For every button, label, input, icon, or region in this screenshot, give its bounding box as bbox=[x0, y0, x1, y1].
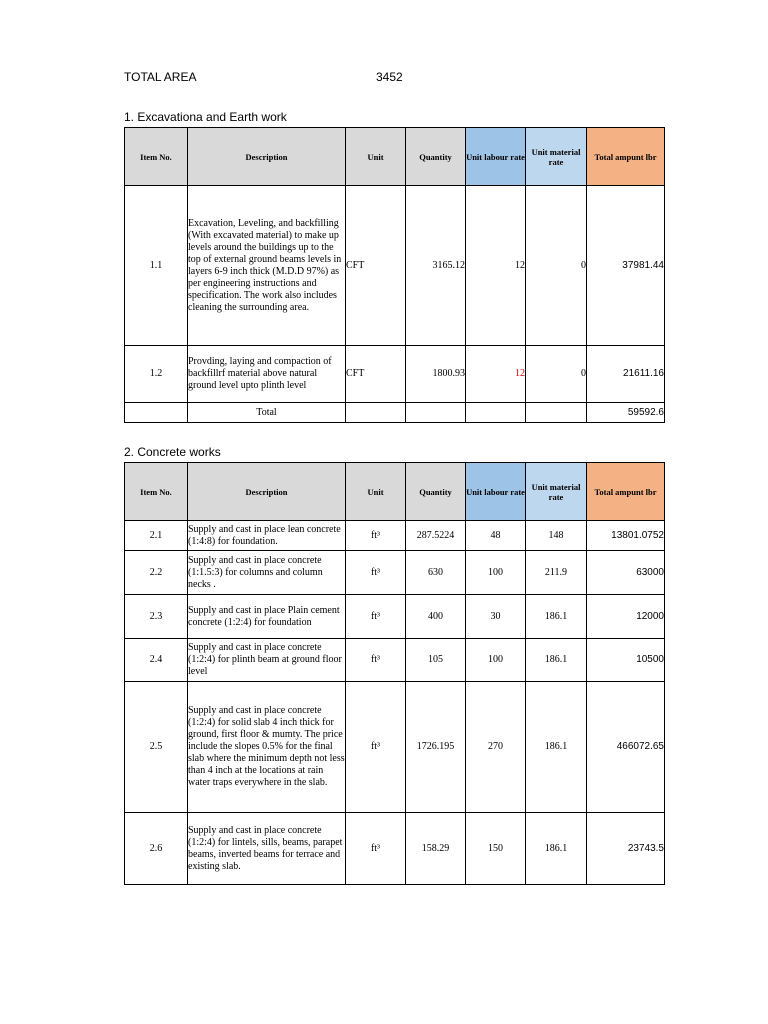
material-rate: 211.9 bbox=[526, 551, 587, 595]
material-rate: 0 bbox=[526, 346, 587, 403]
table-row bbox=[125, 595, 665, 639]
total-amount: 23743.5 bbox=[587, 813, 665, 885]
table-row bbox=[125, 682, 665, 813]
section-1-title: 1. Excavationa and Earth work bbox=[124, 110, 287, 124]
unit: ft³ bbox=[346, 682, 406, 813]
table-row bbox=[125, 186, 665, 346]
col-description: Description bbox=[188, 463, 346, 521]
col-quantity: Quantity bbox=[406, 128, 466, 186]
labour-rate: 150 bbox=[466, 813, 526, 885]
item-no: 2.4 bbox=[125, 639, 188, 682]
unit: ft³ bbox=[346, 639, 406, 682]
item-no: 2.6 bbox=[125, 813, 188, 885]
total-area-label: TOTAL AREA bbox=[124, 70, 197, 84]
table-row bbox=[125, 551, 665, 595]
section-2-title: 2. Concrete works bbox=[124, 445, 221, 459]
material-rate: 0 bbox=[526, 186, 587, 346]
description: Supply and cast in place concrete (1:2:4) for lintels, sills, beams, parapet beams, inverted beams for terrace and existing slab. bbox=[188, 813, 346, 885]
description: Provding, laying and compaction of backfillrf material above natural ground level upto plinth level bbox=[188, 346, 346, 403]
material-rate: 186.1 bbox=[526, 813, 587, 885]
table-row bbox=[125, 521, 665, 551]
labour-rate: 100 bbox=[466, 551, 526, 595]
col-total-amount: Total ampunt lbr bbox=[587, 128, 665, 186]
unit: CFT bbox=[346, 186, 406, 346]
unit: ft³ bbox=[346, 521, 406, 551]
item-no: 2.2 bbox=[125, 551, 188, 595]
description: Supply and cast in place concrete (1:2:4) for plinth beam at ground floor level bbox=[188, 639, 346, 682]
table-header-row bbox=[125, 128, 665, 186]
total-amount: 13801.0752 bbox=[587, 521, 665, 551]
total-row bbox=[125, 403, 665, 423]
material-rate: 186.1 bbox=[526, 595, 587, 639]
total-area-header bbox=[124, 70, 403, 84]
labour-rate: 100 bbox=[466, 639, 526, 682]
quantity: 630 bbox=[406, 551, 466, 595]
labour-rate: 48 bbox=[466, 521, 526, 551]
quantity: 158.29 bbox=[406, 813, 466, 885]
unit: ft³ bbox=[346, 595, 406, 639]
col-unit-labour-rate: Unit labour rate bbox=[466, 128, 526, 186]
concrete-table bbox=[124, 462, 665, 885]
quantity: 400 bbox=[406, 595, 466, 639]
quantity: 105 bbox=[406, 639, 466, 682]
total-amount: 10500 bbox=[587, 639, 665, 682]
labour-rate: 12 bbox=[466, 346, 526, 403]
col-unit-material-rate: Unit material rate bbox=[526, 128, 587, 186]
item-no: 1.1 bbox=[125, 186, 188, 346]
item-no: 2.1 bbox=[125, 521, 188, 551]
excavation-table bbox=[124, 127, 665, 423]
description: Excavation, Leveling, and backfilling (With excavated material) to make up levels around the buildings up to the top of external ground beams levels in layers 6-9 inch thick (M.D.D 97%) as per engineering instructions and specification. The work also includes cleaning the surrounding area. bbox=[188, 186, 346, 346]
total-amount: 37981.44 bbox=[587, 186, 665, 346]
material-rate: 148 bbox=[526, 521, 587, 551]
grand-total: 59592.6 bbox=[587, 403, 665, 423]
col-description: Description bbox=[188, 128, 346, 186]
table-row bbox=[125, 813, 665, 885]
table-header-row bbox=[125, 463, 665, 521]
table-row bbox=[125, 639, 665, 682]
col-item-no: Item No. bbox=[125, 463, 188, 521]
total-label: Total bbox=[188, 403, 346, 423]
col-total-amount: Total ampunt lbr bbox=[587, 463, 665, 521]
quantity: 287.5224 bbox=[406, 521, 466, 551]
material-rate: 186.1 bbox=[526, 639, 587, 682]
quantity: 3165.12 bbox=[406, 186, 466, 346]
description: Supply and cast in place lean concrete (1:4:8) for foundation. bbox=[188, 521, 346, 551]
col-unit-material-rate: Unit material rate bbox=[526, 463, 587, 521]
col-unit-labour-rate: Unit labour rate bbox=[466, 463, 526, 521]
col-unit: Unit bbox=[346, 128, 406, 186]
unit: ft³ bbox=[346, 813, 406, 885]
unit: CFT bbox=[346, 346, 406, 403]
col-unit: Unit bbox=[346, 463, 406, 521]
col-item-no: Item No. bbox=[125, 128, 188, 186]
quantity: 1800.93 bbox=[406, 346, 466, 403]
total-amount: 63000 bbox=[587, 551, 665, 595]
material-rate: 186.1 bbox=[526, 682, 587, 813]
total-area-value: 3452 bbox=[376, 70, 403, 84]
item-no: 2.5 bbox=[125, 682, 188, 813]
table-row bbox=[125, 346, 665, 403]
item-no: 1.2 bbox=[125, 346, 188, 403]
item-no: 2.3 bbox=[125, 595, 188, 639]
labour-rate: 30 bbox=[466, 595, 526, 639]
col-quantity: Quantity bbox=[406, 463, 466, 521]
total-amount: 21611.16 bbox=[587, 346, 665, 403]
unit: ft³ bbox=[346, 551, 406, 595]
description: Supply and cast in place concrete (1:2:4) for solid slab 4 inch thick for ground, first floor & mumty. The price include the slopes 0.5% for the final slab where the minimum depth not less than 4 inch at the locations at rain water traps everywhere in the slab. bbox=[188, 682, 346, 813]
description: Supply and cast in place Plain cement concrete (1:2:4) for foundation bbox=[188, 595, 346, 639]
total-amount: 12000 bbox=[587, 595, 665, 639]
quantity: 1726.195 bbox=[406, 682, 466, 813]
labour-rate: 12 bbox=[466, 186, 526, 346]
total-amount: 466072.65 bbox=[587, 682, 665, 813]
labour-rate: 270 bbox=[466, 682, 526, 813]
description: Supply and cast in place concrete (1:1.5:3) for columns and column necks . bbox=[188, 551, 346, 595]
